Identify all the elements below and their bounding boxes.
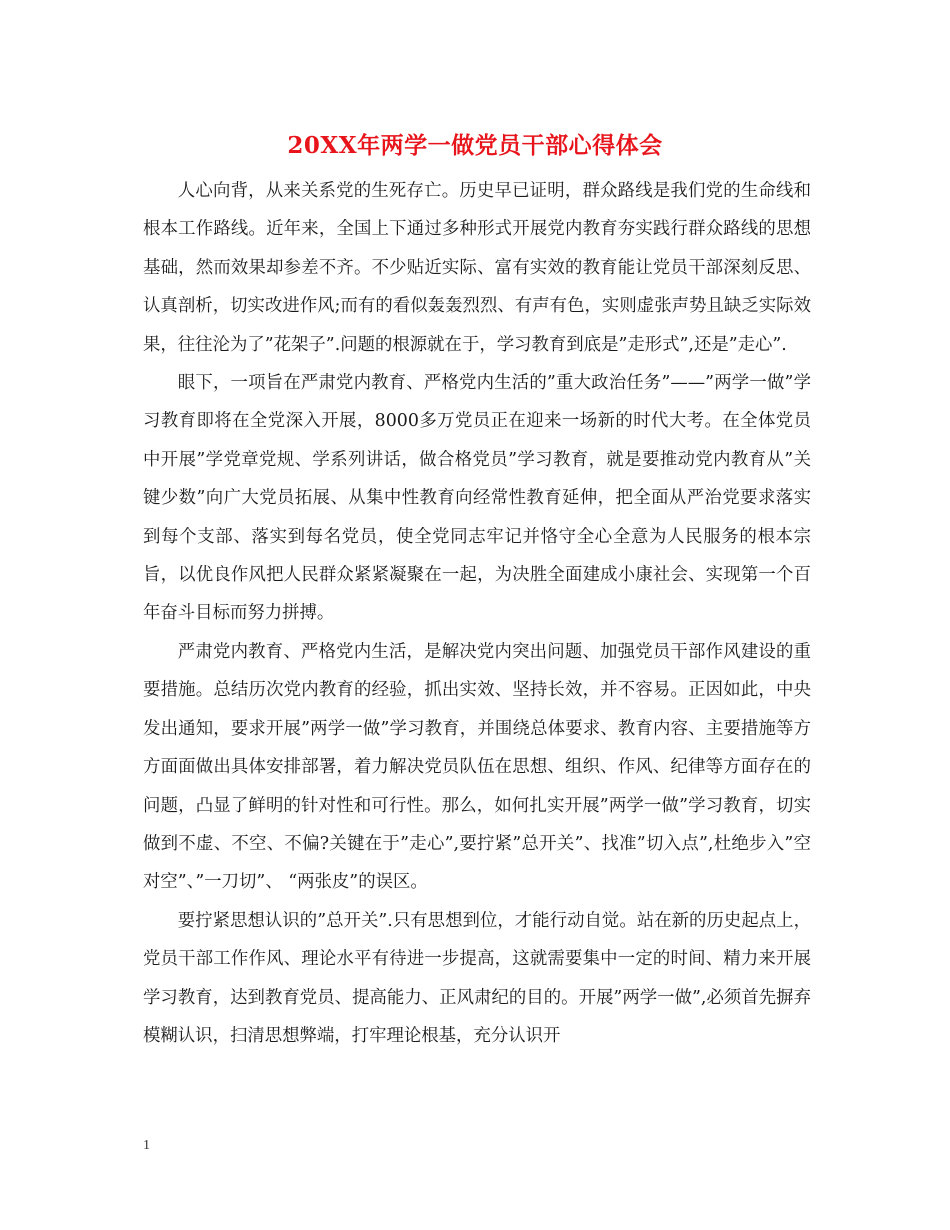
document-body [143, 172, 811, 1055]
paragraph-4: 要拧紧思想认识的”总开关”.只有思想到位，才能行动自觉。站在新的历史起点上，党员干部工作作风、理论水平有待进一步提高，这就需要集中一定的时间、精力来开展学习教育，达到教育党员、提高能力、正风肃纪的目的。开展”两学一做”,必须首先摒弃模糊认识，扫清思想弊端，打牢理论根基，充分认识开 [143, 910, 811, 1046]
paragraph-2: 眼下，一项旨在严肃党内教育、严格党内生活的”重大政治任务”——”两学一做”学习教育即将在全党深入开展，8000多万党员正在迎来一场新的时代大考。在全体党员中开展”学党章党规、学系列讲话，做合格党员”学习教育，就是要推动党内教育从”关键少数”向广大党员拓展、从集中性教育向经常性教育延伸，把全面从严治党要求落实到每个支部、落实到每名党员，使全党同志牢记并恪守全心全意为人民服务的根本宗旨，以优良作风把人民群众紧紧凝聚在一起，为决胜全面建成小康社会、实现第一个百年奋斗目标而努力拼搏。 [143, 373, 811, 624]
document-title: 20XX年两学一做党员干部心得体会 [287, 132, 663, 159]
paragraph-3: 严肃党内教育、严格党内生活，是解决党内突出问题、加强党员干部作风建设的重要措施。总结历次党内教育的经验，抓出实效、坚持长效，并不容易。正因如此，中央发出通知，要求开展”两学一做”学习教育，并围绕总体要求、教育内容、主要措施等方方面面做出具体安排部署，着力解决党员队伍在思想、组织、作风、纪律等方面存在的问题，凸显了鲜明的针对性和可行性。那么，如何扎实开展”两学一做”学习教育，切实做到不虚、不空、不偏?关键在于”走心”,要拧紧”总开关”、找准”切入点”,杜绝步入”空对空”、”一刀切”、 “两张皮”的误区。 [143, 641, 811, 893]
paragraph-1: 人心向背，从来关系党的生死存亡。历史早已证明，群众路线是我们党的生命线和根本工作路线。近年来，全国上下通过多种形式开展党内教育夯实践行群众路线的思想基础，然而效果却参差不齐。不少贴近实际、富有实效的教育能让党员干部深刻反思、认真剖析，切实改进作风;而有的看似轰轰烈烈、有声有色，实则虚张声势且缺乏实际效果，往往沦为了”花架子”.问题的根源就在于，学习教育到底是”走形式”,还是”走心”. [143, 181, 811, 355]
page-number: 1 [143, 1138, 150, 1153]
